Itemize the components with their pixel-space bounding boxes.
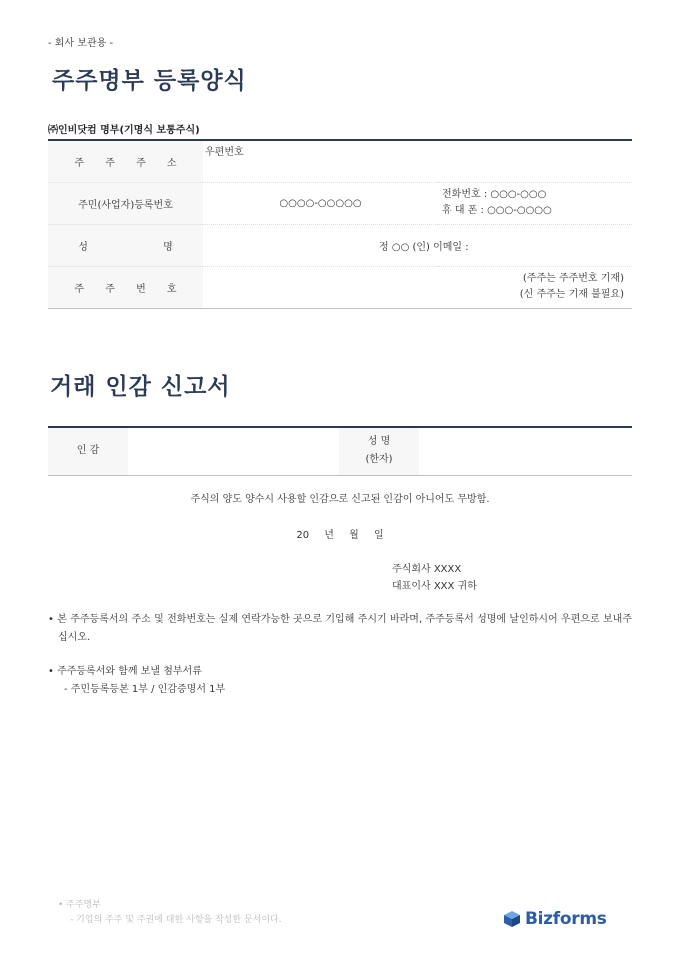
name-field[interactable]: 정 ○○ (인) 이메일 : — [203, 224, 632, 266]
id-number-field[interactable]: ○○○○-○○○○○ — [203, 182, 438, 224]
seal-field[interactable] — [128, 427, 339, 475]
table-row — [48, 140, 632, 182]
address-label: 주 주 주 소 — [48, 140, 203, 182]
attachments-note — [48, 663, 225, 699]
phone-field[interactable] — [438, 182, 632, 224]
bizforms-logo-icon — [503, 910, 521, 928]
phone-label: 전화번호 : ○○○-○○○ — [442, 189, 547, 200]
seal-notice: 주식의 양도 양수시 사용할 인감으로 신고된 인감이 아니어도 무방함. — [190, 494, 490, 505]
company-name: 주식회사 XXXX — [392, 564, 462, 575]
address-field[interactable] — [203, 140, 632, 182]
shareholder-number-field[interactable] — [203, 266, 632, 308]
holder-note-2: (신 주주는 기재 불필요) — [519, 289, 624, 300]
page-title: 주주명부 등록양식 — [52, 68, 247, 94]
brand-name: Bizforms — [525, 909, 607, 929]
registry-subtitle: ㈜인비닷컴 명부(기명식 보통주식) — [48, 125, 200, 136]
shareholder-number-label: 주 주 번 호 — [48, 266, 203, 308]
table-row — [48, 182, 632, 224]
name-label: 성 명 — [48, 224, 203, 266]
holder-note-1: (주주는 주주번호 기재) — [522, 273, 624, 284]
attachments-list: - 주민등록등본 1부 / 인감증명서 1부 — [64, 684, 226, 695]
seal-name-label: 성 명 (한자) — [339, 427, 419, 475]
seal-table — [48, 426, 632, 476]
instruction-note: • 본 주주등록서의 주소 및 전화번호는 실제 연락가능한 곳으로 기입해 주시기 바라며, 주주등록서 성명에 날인하시어 우편으로 보내주십시오. — [48, 614, 632, 643]
id-number-label: 주민(사업자)등록번호 — [48, 182, 203, 224]
company-block — [392, 561, 477, 595]
seal-label: 인 감 — [48, 427, 128, 475]
table-row — [48, 266, 632, 308]
postal-code-label: 우편번호 — [205, 147, 244, 158]
footer-description: • 주주명부 - 기업의 주주 및 주권에 대한 사항을 작성한 문서이다. — [58, 900, 282, 925]
seal-form-title: 거래 인감 신고서 — [50, 374, 231, 400]
table-row — [48, 224, 632, 266]
document-note: - 회사 보관용 - — [48, 38, 114, 49]
table-row — [48, 427, 632, 475]
seal-name-field[interactable] — [419, 427, 632, 475]
attachments-heading: • 주주등록서와 함께 보낼 첨부서류 — [48, 666, 202, 677]
mobile-label: 휴 대 폰 : ○○○-○○○○ — [442, 205, 552, 216]
date-line: 20 년 월 일 — [296, 530, 384, 541]
ceo-addressee: 대표이사 XXX 귀하 — [392, 581, 477, 592]
shareholder-registry-table — [48, 139, 632, 309]
bizforms-logo — [503, 909, 607, 929]
